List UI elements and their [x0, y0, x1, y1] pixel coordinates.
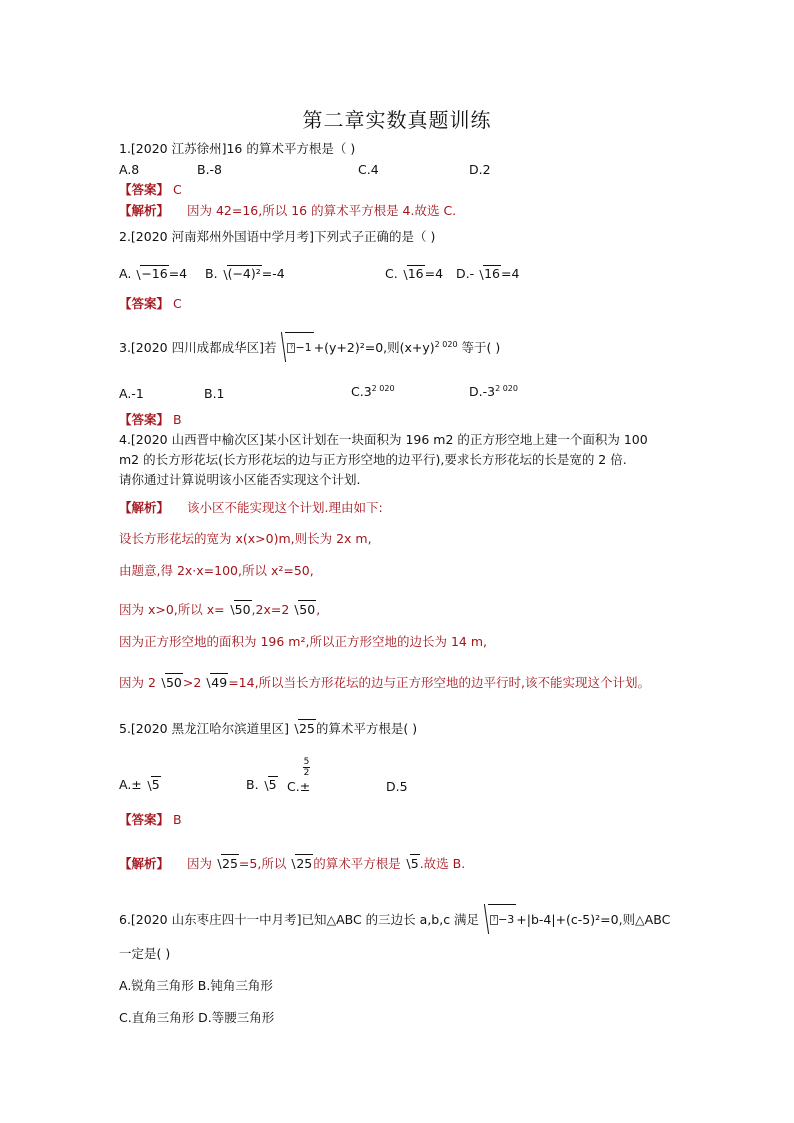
q6-stem: 6.[2020 山东枣庄四十一中月考]已知△ABC 的三边长 a,b,c 满足 ? −3 +|b-4|+(c-5)²=0,则△ABC: [119, 904, 670, 935]
q5-option-c: C.±: [287, 779, 311, 794]
q2-option-b: B. (−4)²=-4: [205, 266, 285, 281]
sqrt-sign: −16: [132, 265, 168, 281]
sqrt-sign: 25: [287, 854, 313, 873]
q2-option-d: D.- 16=4: [456, 266, 520, 281]
q1-option-d: D.2: [469, 162, 491, 177]
q3-option-c: $C.3^{2 020}$: [351, 384, 395, 400]
sqrt-sign: 5: [402, 854, 420, 873]
q1-option-c: C.4: [358, 162, 379, 177]
analysis-tag: 【解析】: [119, 203, 170, 218]
sqrt-sign: 25: [290, 719, 316, 738]
q5-option-a: A.± 5: [119, 777, 160, 792]
q4-stem-line1: 4.[2020 山西晋中榆次区]某小区计划在一块面积为 196 m2 的正方形空地上建一个面积为 100: [119, 432, 648, 447]
q3-option-b: B.1: [204, 386, 225, 401]
answer-tag: 【答案】: [119, 182, 170, 197]
answer-value: B: [173, 412, 182, 427]
q1-stem: 1.[2020 江苏徐州]16 的算术平方根是（ ): [119, 141, 356, 156]
q6-options-line2: C.直角三角形 D.等腰三角形: [119, 1010, 275, 1025]
q6-stem-line2: 一定是( ): [119, 946, 171, 961]
answer-tag: 【答案】: [119, 412, 170, 427]
q1-answer: [119, 181, 182, 199]
q5-stem: 5.[2020 黑龙江哈尔滨道里区] 25的算术平方根是( ): [119, 721, 418, 736]
answer-value: B: [173, 812, 182, 827]
sqrt-sign: 50: [290, 600, 316, 619]
sqrt-sign: 16: [399, 265, 425, 281]
page-title: 第二章实数真题训练: [302, 108, 492, 132]
analysis-tag: 【解析】: [119, 500, 170, 515]
q1-analysis: [119, 202, 456, 220]
analysis-text: 因为 42=16,所以 16 的算术平方根是 4.故选 C.: [187, 203, 457, 218]
answer-value: C: [173, 296, 182, 311]
q4-step-4: 因为正方形空地的面积为 196 m²,所以正方形空地的边长为 14 m,: [119, 634, 487, 649]
q2-option-a: A. −16=4: [119, 266, 188, 281]
missing-glyph-icon: ?: [287, 343, 295, 353]
q4-step-5: 因为 2 50>2 49=14,所以当长方形花坛的边与正方形空地的边平行时,该不能实现这个计划。: [119, 675, 651, 690]
q1-option-b: B.-8: [197, 162, 223, 177]
q3-answer: [119, 411, 182, 429]
q2-answer: [119, 295, 182, 313]
answer-tag: 【答案】: [119, 296, 170, 311]
answer-tag: 【答案】: [119, 812, 170, 827]
q4-step-1: 设长方形花坛的宽为 x(x>0)m,则长为 2x m,: [119, 531, 372, 546]
q5-analysis: 【解析】 因为 25=5,所以 25的算术平方根是 5.故选 B.: [119, 856, 466, 871]
tall-sqrt-sign: ? −3: [479, 904, 516, 935]
q3-option-d: $D.-3^{2 020}$: [469, 384, 518, 400]
q5-option-c-fraction: 5 2: [303, 757, 310, 778]
q2-stem: 2.[2020 河南郑州外国语中学月考]下列式子正确的是（ ): [119, 229, 436, 244]
q5-answer: [119, 811, 182, 829]
tall-sqrt-sign: ? −1: [276, 332, 313, 363]
q4-stem-line3: 请你通过计算说明该小区能否实现这个计划.: [119, 472, 361, 487]
sqrt-sign: 5: [260, 776, 278, 792]
q5-option-d: D.5: [386, 779, 408, 794]
q4-step-2: 由题意,得 2x·x=100,所以 x²=50,: [119, 563, 314, 578]
q6-options-line1: A.锐角三角形 B.钝角三角形: [119, 978, 273, 993]
q3-stem: 3.[2020 四川成都成华区]若 ? −1 +(y+2)²=0,则$(x+y)^{2 020}$ 等于( ): [119, 330, 500, 363]
analysis-text: 该小区不能实现这个计划.理由如下:: [187, 500, 383, 515]
sqrt-sign: 50: [226, 600, 252, 619]
q4-stem-line2: m2 的长方形花坛(长方形花坛的边与正方形空地的边平行),要求长方形花坛的长是宽的 2 倍.: [119, 452, 627, 467]
sqrt-sign: (−4)²: [219, 265, 262, 281]
answer-value: C: [173, 182, 182, 197]
q2-option-c: C. 16=4: [385, 266, 444, 281]
q1-option-a: A.8: [119, 162, 140, 177]
analysis-tag: 【解析】: [119, 856, 170, 871]
missing-glyph-icon: ?: [490, 915, 498, 925]
q5-option-b: B. 5: [246, 777, 277, 792]
sqrt-sign: 16: [475, 265, 501, 281]
sqrt-sign: 5: [143, 776, 161, 792]
sqrt-sign: 25: [213, 854, 239, 873]
q4-analysis: [119, 499, 383, 517]
sqrt-sign: 49: [202, 673, 228, 692]
q3-option-a: A.-1: [119, 386, 144, 401]
q4-step-3: 因为 x>0,所以 x= 50,2x=2 50,: [119, 602, 321, 617]
sqrt-sign: 50: [157, 673, 183, 692]
